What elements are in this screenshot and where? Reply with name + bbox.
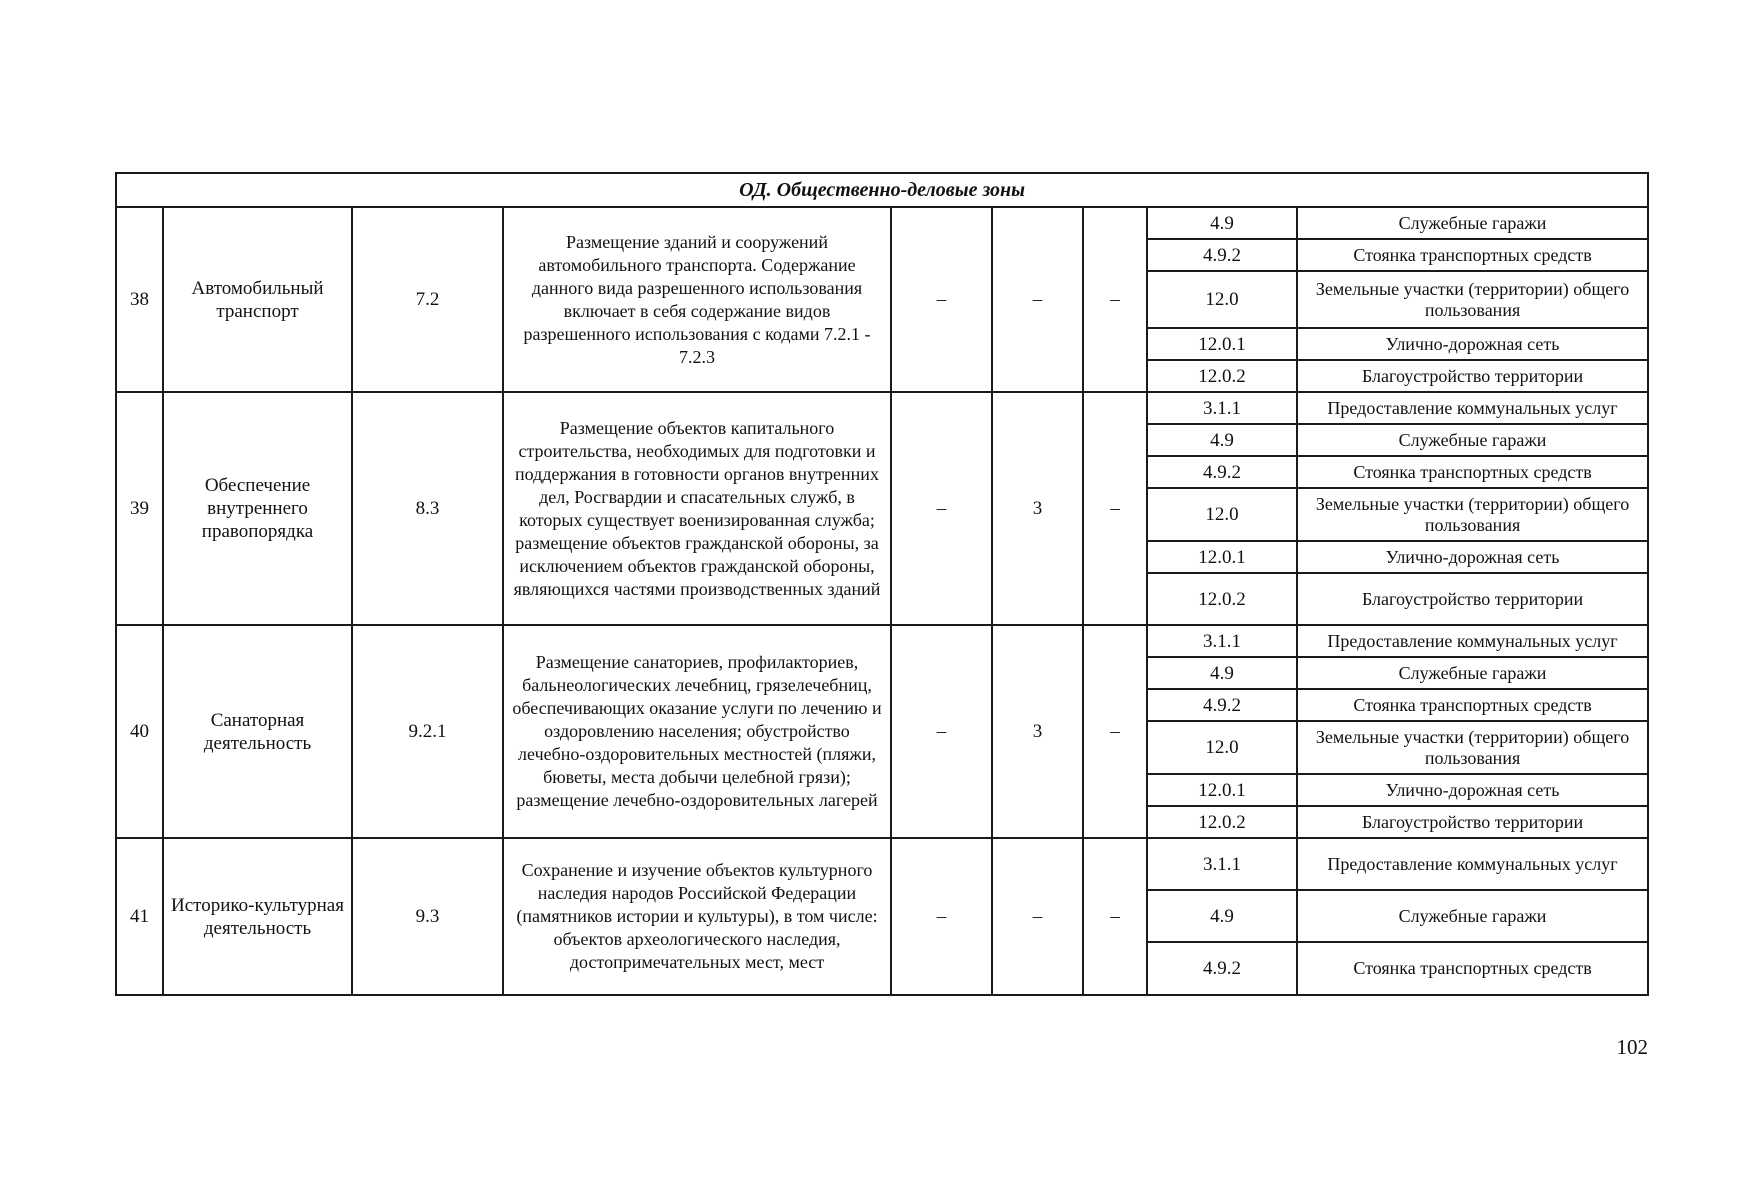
aux-use-name: Стоянка транспортных средств bbox=[1297, 456, 1648, 488]
aux-use-name: Служебные гаражи bbox=[1297, 424, 1648, 456]
use-code: 7.2 bbox=[352, 207, 503, 392]
aux-use-code: 4.9.2 bbox=[1147, 689, 1297, 721]
aux-use-code: 4.9.2 bbox=[1147, 239, 1297, 271]
aux-use-name: Благоустройство территории bbox=[1297, 573, 1648, 625]
aux-use-code: 12.0 bbox=[1147, 488, 1297, 541]
page-number: 102 bbox=[1616, 1035, 1648, 1059]
aux-use-code: 12.0 bbox=[1147, 271, 1297, 328]
aux-use-code: 12.0 bbox=[1147, 721, 1297, 774]
use-code: 8.3 bbox=[352, 392, 503, 625]
aux-use-name: Стоянка транспортных средств bbox=[1297, 239, 1648, 271]
param-cell-3: – bbox=[1083, 392, 1147, 625]
table-body bbox=[116, 173, 1648, 995]
aux-use-code: 3.1.1 bbox=[1147, 625, 1297, 657]
zoning-table bbox=[115, 172, 1649, 996]
use-description: Сохранение и изучение объектов культурного наследия народов Российской Федерации (памятников истории и культуры), в том числе: объектов археологического наследия, достопримечательных мест, мест bbox=[503, 838, 891, 995]
param-cell-2: 3 bbox=[992, 392, 1083, 625]
use-name: Обеспечение внутреннего правопорядка bbox=[163, 392, 352, 625]
use-description: Размещение объектов капитального строительства, необходимых для подготовки и поддержания в готовности органов внутренних дел, Росгвардии и спасательных служб, в которых существует военизированная служба; размещение объектов гражданской обороны, за исключением объектов гражданской обороны, являющихся частями производственных зданий bbox=[503, 392, 891, 625]
param-cell-2: – bbox=[992, 207, 1083, 392]
use-name: Санаторная деятельность bbox=[163, 625, 352, 838]
aux-use-name: Стоянка транспортных средств bbox=[1297, 689, 1648, 721]
aux-use-code: 12.0.1 bbox=[1147, 774, 1297, 806]
use-name: Автомобильный транспорт bbox=[163, 207, 352, 392]
aux-use-code: 4.9 bbox=[1147, 424, 1297, 456]
aux-use-code: 4.9.2 bbox=[1147, 456, 1297, 488]
aux-use-name: Служебные гаражи bbox=[1297, 657, 1648, 689]
aux-use-name: Улично-дорожная сеть bbox=[1297, 774, 1648, 806]
use-code: 9.3 bbox=[352, 838, 503, 995]
aux-use-code: 12.0.1 bbox=[1147, 328, 1297, 360]
param-cell-1: – bbox=[891, 392, 992, 625]
param-cell-1: – bbox=[891, 207, 992, 392]
row-number: 38 bbox=[116, 207, 163, 392]
aux-use-code: 12.0.2 bbox=[1147, 573, 1297, 625]
aux-use-name: Земельные участки (территории) общего пользования bbox=[1297, 721, 1648, 774]
aux-use-code: 12.0.1 bbox=[1147, 541, 1297, 573]
row-number: 41 bbox=[116, 838, 163, 995]
aux-use-name: Стоянка транспортных средств bbox=[1297, 942, 1648, 995]
aux-use-code: 3.1.1 bbox=[1147, 392, 1297, 424]
aux-use-code: 12.0.2 bbox=[1147, 806, 1297, 838]
aux-use-name: Предоставление коммунальных услуг bbox=[1297, 838, 1648, 890]
param-cell-1: – bbox=[891, 838, 992, 995]
table-row bbox=[116, 625, 1648, 657]
aux-use-code: 12.0.2 bbox=[1147, 360, 1297, 392]
table-row bbox=[116, 392, 1648, 424]
aux-use-name: Улично-дорожная сеть bbox=[1297, 541, 1648, 573]
aux-use-code: 4.9.2 bbox=[1147, 942, 1297, 995]
zone-header-row bbox=[116, 173, 1648, 207]
aux-use-name: Земельные участки (территории) общего пользования bbox=[1297, 488, 1648, 541]
aux-use-name: Благоустройство территории bbox=[1297, 806, 1648, 838]
param-cell-3: – bbox=[1083, 207, 1147, 392]
param-cell-3: – bbox=[1083, 838, 1147, 995]
aux-use-code: 3.1.1 bbox=[1147, 838, 1297, 890]
aux-use-name: Благоустройство территории bbox=[1297, 360, 1648, 392]
row-number: 40 bbox=[116, 625, 163, 838]
param-cell-1: – bbox=[891, 625, 992, 838]
use-description: Размещение зданий и сооружений автомобильного транспорта. Содержание данного вида разрешенного использования включает в себя содержание видов разрешенного использования с кодами 7.2.1 - 7.2.3 bbox=[503, 207, 891, 392]
use-name: Историко-культурная деятельность bbox=[163, 838, 352, 995]
aux-use-code: 4.9 bbox=[1147, 207, 1297, 239]
aux-use-name: Служебные гаражи bbox=[1297, 890, 1648, 942]
table-row bbox=[116, 838, 1648, 890]
param-cell-2: 3 bbox=[992, 625, 1083, 838]
aux-use-code: 4.9 bbox=[1147, 890, 1297, 942]
use-description: Размещение санаториев, профилакториев, бальнеологических лечебниц, грязелечебниц, обеспечивающих оказание услуги по лечению и оздоровлению населения; обустройство лечебно-оздоровительных местностей (пляжи, бюветы, места добычи целебной грязи); размещение лечебно-оздоровительных лагерей bbox=[503, 625, 891, 838]
param-cell-3: – bbox=[1083, 625, 1147, 838]
table-row bbox=[116, 207, 1648, 239]
param-cell-2: – bbox=[992, 838, 1083, 995]
aux-use-code: 4.9 bbox=[1147, 657, 1297, 689]
aux-use-name: Предоставление коммунальных услуг bbox=[1297, 392, 1648, 424]
aux-use-name: Предоставление коммунальных услуг bbox=[1297, 625, 1648, 657]
aux-use-name: Земельные участки (территории) общего пользования bbox=[1297, 271, 1648, 328]
aux-use-name: Служебные гаражи bbox=[1297, 207, 1648, 239]
aux-use-name: Улично-дорожная сеть bbox=[1297, 328, 1648, 360]
use-code: 9.2.1 bbox=[352, 625, 503, 838]
row-number: 39 bbox=[116, 392, 163, 625]
zone-title: ОД. Общественно-деловые зоны bbox=[116, 173, 1648, 207]
